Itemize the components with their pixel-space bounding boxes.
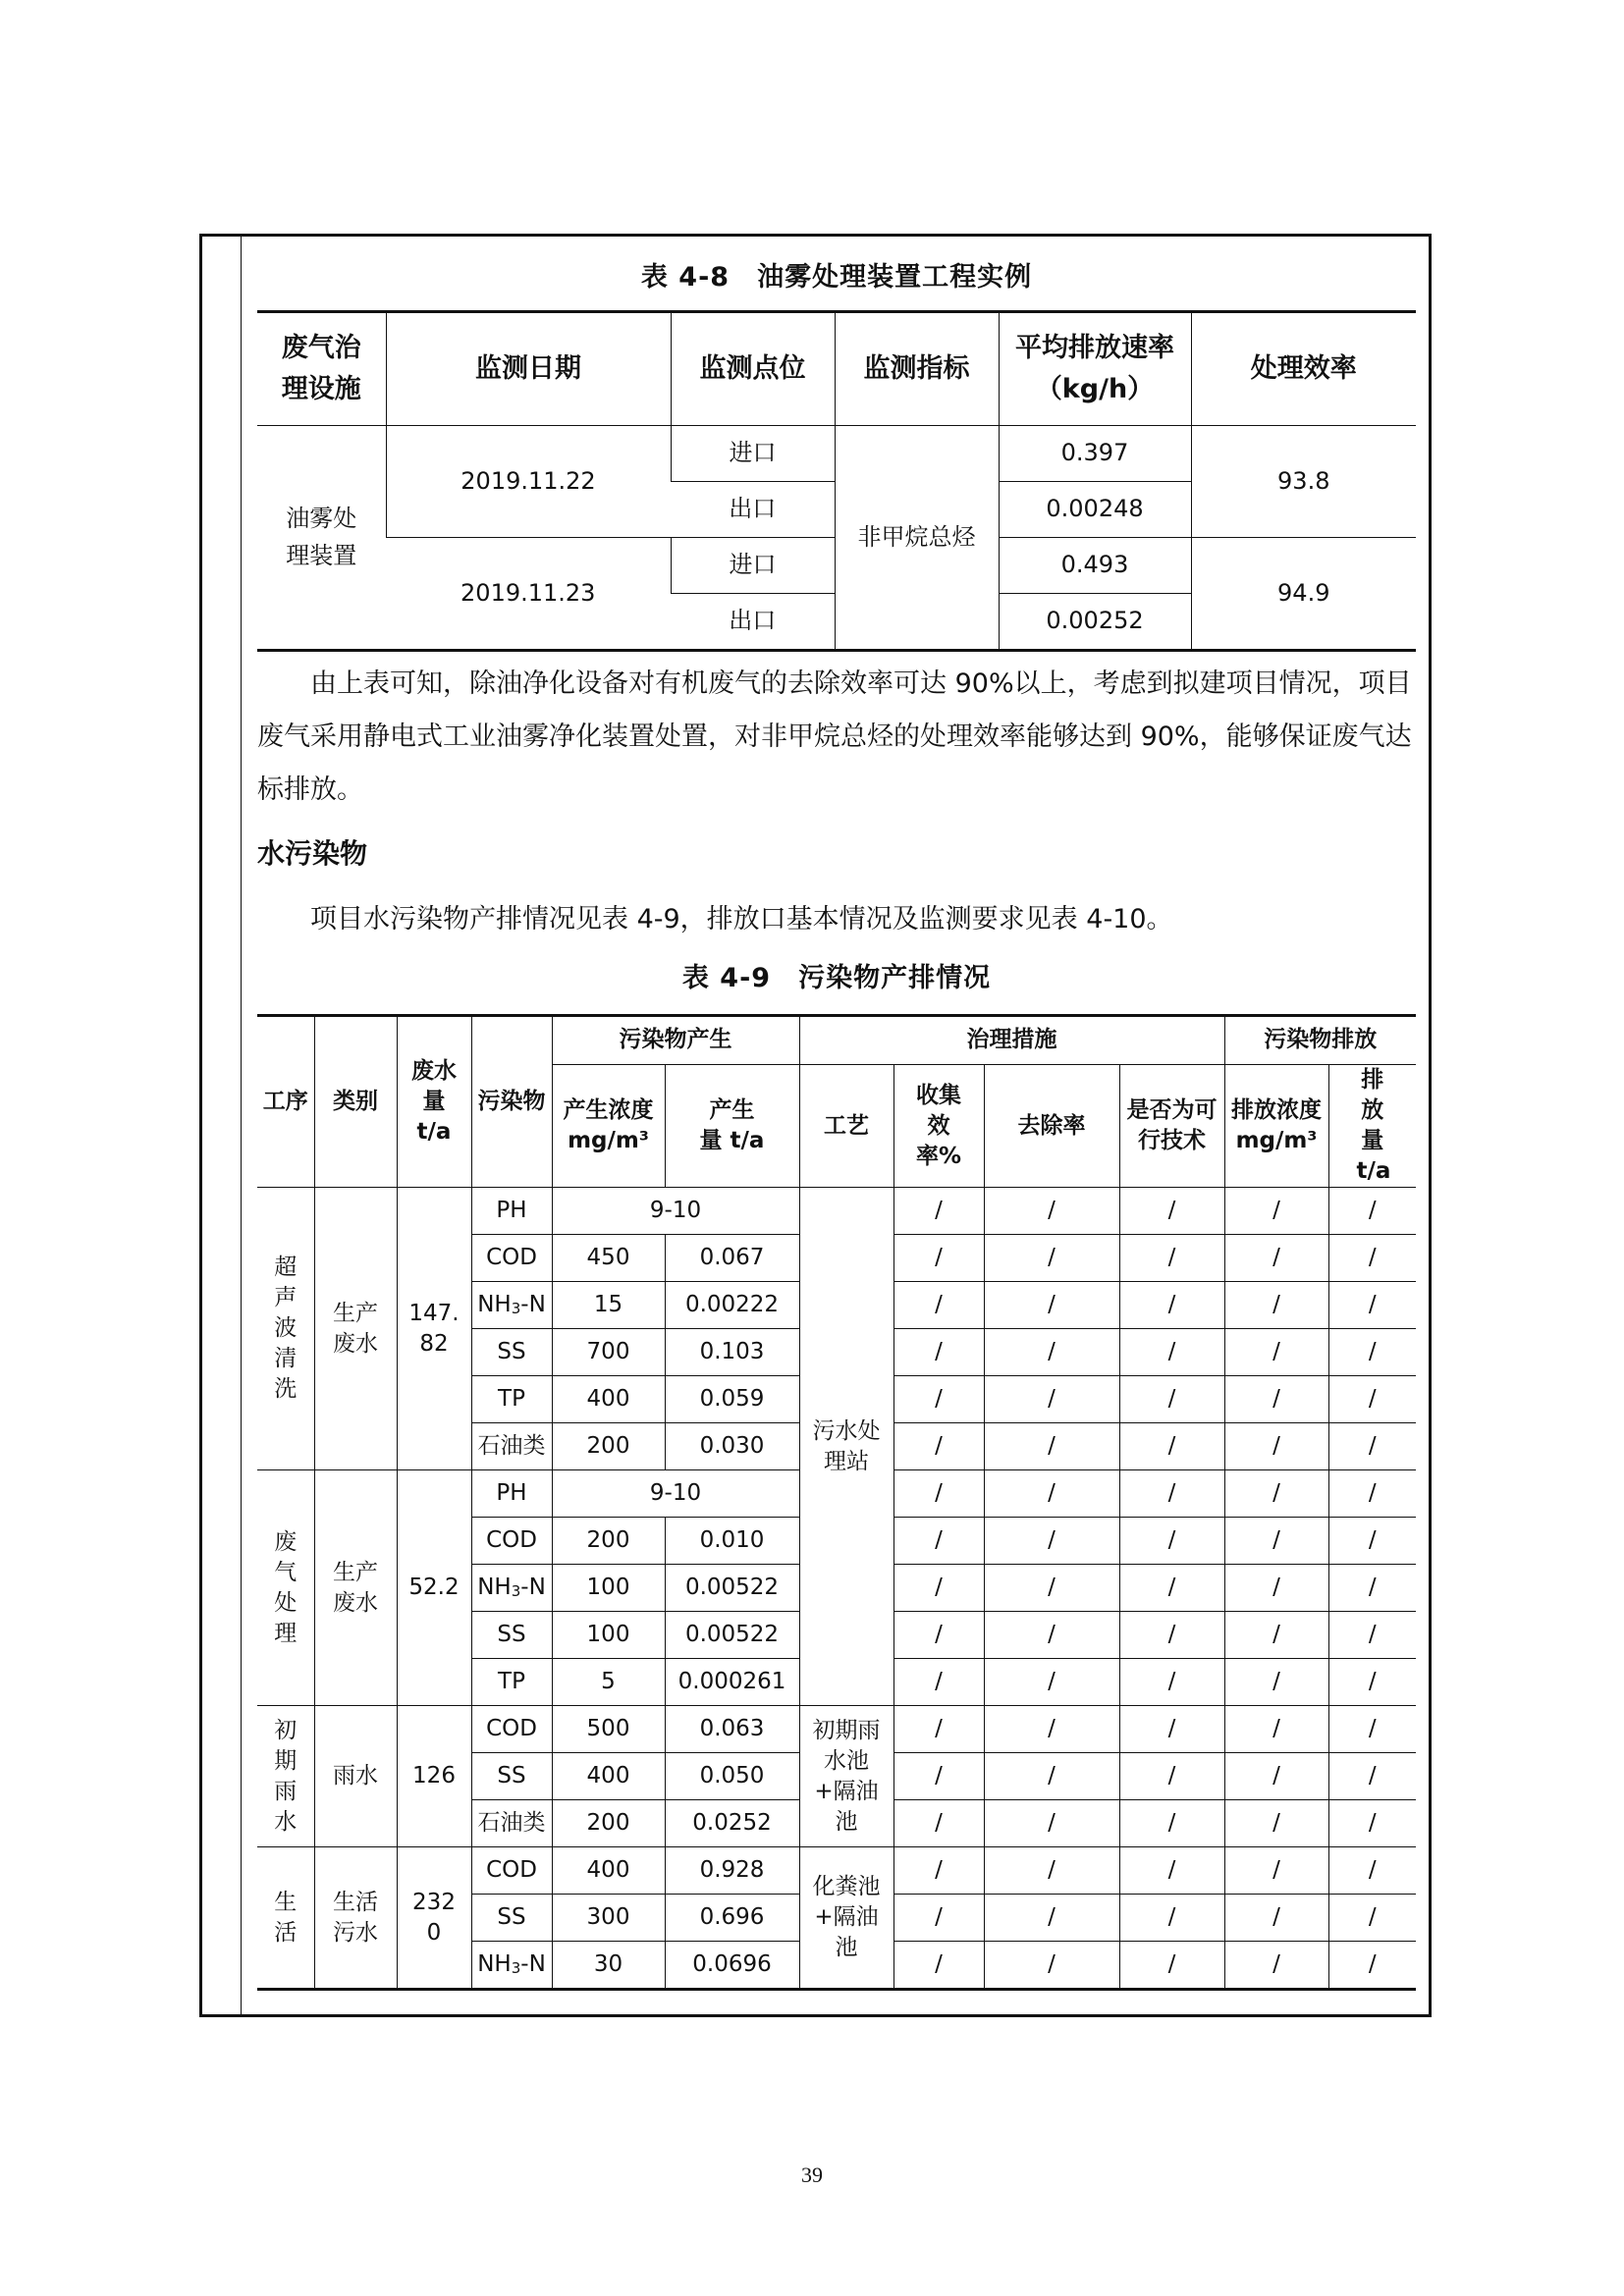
t2-slash-cell: /: [1328, 1282, 1416, 1329]
t2-gen-amt: 0.0252: [665, 1800, 799, 1847]
t2-gen-amt: 0.00522: [665, 1612, 799, 1659]
t2-header-generation: 污染物产生: [552, 1016, 799, 1065]
t2-pollutant: PH: [471, 1188, 552, 1235]
t2-water: 126: [397, 1706, 471, 1847]
table2: [257, 1014, 1416, 1991]
t2-slash-cell: /: [1328, 1376, 1416, 1423]
t2-slash-cell: /: [893, 1942, 984, 1990]
t2-gen-conc: 400: [552, 1753, 665, 1800]
t2-gen-amt: 0.059: [665, 1376, 799, 1423]
t2-pollutant: TP: [471, 1376, 552, 1423]
t2-gen-value: 9-10: [552, 1470, 799, 1518]
t2-slash-cell: /: [984, 1706, 1119, 1753]
t2-slash-cell: /: [1224, 1753, 1328, 1800]
t2-pollutant: 石油类: [471, 1800, 552, 1847]
t2-gen-conc: 200: [552, 1518, 665, 1565]
table-row: [257, 1847, 1416, 1895]
t2-slash-cell: /: [984, 1282, 1119, 1329]
t2-pollutant: $NH_3-N$: [471, 1565, 552, 1612]
t2-header-feasible: 是否为可行技术: [1119, 1065, 1224, 1188]
t2-slash-cell: /: [1119, 1942, 1224, 1990]
t2-header-gen-conc: 产生浓度 mg/m³: [552, 1065, 665, 1188]
t2-slash-cell: /: [1119, 1706, 1224, 1753]
t2-slash-cell: /: [1328, 1329, 1416, 1376]
t2-pollutant: COD: [471, 1235, 552, 1282]
t2-slash-cell: /: [1119, 1235, 1224, 1282]
t2-header-collect: 收集效率%: [893, 1065, 984, 1188]
t2-gen-amt: 0.010: [665, 1518, 799, 1565]
t2-gen-conc: 500: [552, 1706, 665, 1753]
t2-gen-amt: 0.050: [665, 1753, 799, 1800]
t2-slash-cell: /: [1224, 1800, 1328, 1847]
t2-slash-cell: /: [984, 1470, 1119, 1518]
t2-slash-cell: /: [984, 1612, 1119, 1659]
t2-slash-cell: /: [893, 1423, 984, 1470]
t2-slash-cell: /: [893, 1565, 984, 1612]
t2-category: 生活污水: [314, 1847, 397, 1990]
paragraph-efficiency: 由上表可知，除油净化设备对有机废气的去除效率可达 90%以上，考虑到拟建项目情况，项目废气采用静电式工业油雾净化装置处置，对非甲烷总烃的处理效率能够达到 90%，能够保证废气达标排放。: [257, 668, 1412, 805]
t2-slash-cell: /: [1328, 1800, 1416, 1847]
t2-pollutant: 石油类: [471, 1423, 552, 1470]
t1-rate: 0.493: [999, 538, 1191, 594]
t2-process: 超声波清洗: [257, 1188, 314, 1470]
t2-slash-cell: /: [1328, 1659, 1416, 1706]
t2-slash-cell: /: [1119, 1423, 1224, 1470]
t2-category: 雨水: [314, 1706, 397, 1847]
t1-header-indicator: 监测指标: [835, 312, 999, 426]
t2-slash-cell: /: [1328, 1470, 1416, 1518]
t2-pollutant: COD: [471, 1518, 552, 1565]
t2-gen-amt: 0.030: [665, 1423, 799, 1470]
t2-slash-cell: /: [893, 1706, 984, 1753]
t2-header-removal: 去除率: [984, 1065, 1119, 1188]
t2-slash-cell: /: [1224, 1235, 1328, 1282]
t2-slash-cell: /: [1224, 1470, 1328, 1518]
t2-slash-cell: /: [1328, 1235, 1416, 1282]
t2-slash-cell: /: [984, 1423, 1119, 1470]
t2-slash-cell: /: [1119, 1470, 1224, 1518]
t2-water: 2320: [397, 1847, 471, 1990]
t2-slash-cell: /: [984, 1659, 1119, 1706]
table1: [257, 310, 1416, 652]
t2-gen-conc: 100: [552, 1612, 665, 1659]
t2-slash-cell: /: [984, 1753, 1119, 1800]
t2-craft: 化粪池+隔油池: [799, 1847, 893, 1990]
table-row: [257, 1188, 1416, 1235]
t1-point: 出口: [671, 594, 835, 651]
t2-slash-cell: /: [1119, 1800, 1224, 1847]
t2-slash-cell: /: [1119, 1188, 1224, 1235]
t2-header-discharge: 污染物排放: [1224, 1016, 1416, 1065]
t2-slash-cell: /: [1119, 1282, 1224, 1329]
t1-facility: 油雾处理装置: [257, 426, 386, 651]
t2-slash-cell: /: [1224, 1282, 1328, 1329]
t2-slash-cell: /: [1328, 1895, 1416, 1942]
t2-gen-amt: 0.103: [665, 1329, 799, 1376]
t1-rate: 0.00252: [999, 594, 1191, 651]
t2-slash-cell: /: [1224, 1376, 1328, 1423]
t2-gen-amt: 0.0696: [665, 1942, 799, 1990]
t2-slash-cell: /: [1119, 1329, 1224, 1376]
t2-slash-cell: /: [1224, 1847, 1328, 1895]
t2-category: 生产废水: [314, 1188, 397, 1470]
t2-slash-cell: /: [1119, 1753, 1224, 1800]
table1-title: 表 4-8 油雾处理装置工程实例: [640, 262, 1033, 293]
t2-slash-cell: /: [1119, 1659, 1224, 1706]
t2-gen-amt: 0.928: [665, 1847, 799, 1895]
t2-water: 52.2: [397, 1470, 471, 1706]
frame-margin-line: [241, 234, 242, 2017]
t2-water: 147.82: [397, 1188, 471, 1470]
t1-header-facility: 废气治理设施: [257, 312, 386, 426]
t2-gen-conc: 300: [552, 1895, 665, 1942]
t2-slash-cell: /: [984, 1800, 1119, 1847]
t2-slash-cell: /: [1328, 1847, 1416, 1895]
t1-header-efficiency: 处理效率: [1191, 312, 1416, 426]
t2-process: 废气处理: [257, 1470, 314, 1706]
t2-slash-cell: /: [893, 1282, 984, 1329]
page-number: 39: [801, 2163, 823, 2187]
t2-slash-cell: /: [1224, 1188, 1328, 1235]
t2-gen-conc: 30: [552, 1942, 665, 1990]
t2-pollutant: PH: [471, 1470, 552, 1518]
t2-slash-cell: /: [1328, 1188, 1416, 1235]
t1-date: 2019.11.22: [386, 426, 671, 538]
t2-slash-cell: /: [893, 1612, 984, 1659]
t2-gen-amt: 0.00222: [665, 1282, 799, 1329]
t2-gen-amt: 0.00522: [665, 1565, 799, 1612]
t2-pollutant: SS: [471, 1329, 552, 1376]
t2-header-gen-amt: 产生量 t/a: [665, 1065, 799, 1188]
t2-slash-cell: /: [984, 1518, 1119, 1565]
t2-slash-cell: /: [1224, 1518, 1328, 1565]
t2-slash-cell: /: [984, 1376, 1119, 1423]
t1-date: 2019.11.23: [386, 538, 671, 651]
t2-slash-cell: /: [1328, 1565, 1416, 1612]
t2-process: 生活: [257, 1847, 314, 1990]
section-heading-water: 水污染物: [257, 837, 368, 870]
t2-gen-conc: 100: [552, 1565, 665, 1612]
t1-rate: 0.397: [999, 426, 1191, 482]
t2-pollutant: COD: [471, 1847, 552, 1895]
t2-gen-conc: 200: [552, 1800, 665, 1847]
t2-slash-cell: /: [893, 1753, 984, 1800]
t2-pollutant: SS: [471, 1753, 552, 1800]
t2-slash-cell: /: [893, 1235, 984, 1282]
t2-slash-cell: /: [893, 1329, 984, 1376]
t1-header-rate: 平均排放速率（kg/h）: [999, 312, 1191, 426]
t2-slash-cell: /: [984, 1235, 1119, 1282]
t2-gen-amt: 0.067: [665, 1235, 799, 1282]
t2-slash-cell: /: [1224, 1612, 1328, 1659]
t2-category: 生产废水: [314, 1470, 397, 1706]
t2-slash-cell: /: [1224, 1423, 1328, 1470]
t2-slash-cell: /: [1328, 1942, 1416, 1990]
t2-slash-cell: /: [893, 1895, 984, 1942]
t1-efficiency: 93.8: [1191, 426, 1416, 538]
t2-slash-cell: /: [893, 1800, 984, 1847]
t2-slash-cell: /: [1119, 1376, 1224, 1423]
t1-point: 进口: [671, 426, 835, 482]
t2-gen-conc: 700: [552, 1329, 665, 1376]
t2-pollutant: SS: [471, 1612, 552, 1659]
t2-slash-cell: /: [984, 1895, 1119, 1942]
t2-slash-cell: /: [1224, 1895, 1328, 1942]
t2-slash-cell: /: [984, 1329, 1119, 1376]
t2-process: 初期雨水: [257, 1706, 314, 1847]
t2-gen-value: 9-10: [552, 1188, 799, 1235]
t2-gen-conc: 15: [552, 1282, 665, 1329]
t2-craft: 初期雨水池+隔油池: [799, 1706, 893, 1847]
t2-slash-cell: /: [984, 1847, 1119, 1895]
t2-header-dis-conc: 排放浓度 mg/m³: [1224, 1065, 1328, 1188]
t2-slash-cell: /: [893, 1518, 984, 1565]
t2-slash-cell: /: [984, 1188, 1119, 1235]
t2-slash-cell: /: [1328, 1518, 1416, 1565]
t2-gen-conc: 5: [552, 1659, 665, 1706]
t2-slash-cell: /: [1328, 1612, 1416, 1659]
t2-body: [257, 1188, 1416, 1990]
t2-header-process: 工序: [257, 1016, 314, 1188]
t2-slash-cell: /: [1328, 1753, 1416, 1800]
t2-slash-cell: /: [1119, 1612, 1224, 1659]
t2-slash-cell: /: [1224, 1942, 1328, 1990]
t2-slash-cell: /: [1119, 1518, 1224, 1565]
t2-slash-cell: /: [893, 1188, 984, 1235]
t2-gen-conc: 400: [552, 1376, 665, 1423]
t2-pollutant: SS: [471, 1895, 552, 1942]
t2-pollutant: COD: [471, 1706, 552, 1753]
t1-indicator: 非甲烷总烃: [835, 426, 999, 651]
t2-slash-cell: /: [1224, 1329, 1328, 1376]
t2-gen-conc: 200: [552, 1423, 665, 1470]
t2-slash-cell: /: [1119, 1565, 1224, 1612]
t2-header-dis-amt: 排放量 t/a: [1328, 1065, 1416, 1188]
t1-header-point: 监测点位: [671, 312, 835, 426]
t1-header-date: 监测日期: [386, 312, 671, 426]
t1-point: 出口: [671, 482, 835, 538]
t2-gen-conc: 400: [552, 1847, 665, 1895]
t1-point: 进口: [671, 538, 835, 594]
t2-slash-cell: /: [1328, 1706, 1416, 1753]
t1-rate: 0.00248: [999, 482, 1191, 538]
t2-gen-amt: 0.063: [665, 1706, 799, 1753]
t2-gen-amt: 0.000261: [665, 1659, 799, 1706]
t2-slash-cell: /: [1224, 1659, 1328, 1706]
t2-slash-cell: /: [893, 1376, 984, 1423]
t2-slash-cell: /: [984, 1565, 1119, 1612]
t2-slash-cell: /: [984, 1942, 1119, 1990]
t2-pollutant: TP: [471, 1659, 552, 1706]
t2-slash-cell: /: [1224, 1706, 1328, 1753]
t2-pollutant: $NH_3-N$: [471, 1942, 552, 1990]
t2-craft: 污水处理站: [799, 1188, 893, 1706]
t2-slash-cell: /: [1328, 1423, 1416, 1470]
t2-header-pollutant: 污染物: [471, 1016, 552, 1188]
t2-slash-cell: /: [1119, 1895, 1224, 1942]
t2-gen-conc: 450: [552, 1235, 665, 1282]
t2-slash-cell: /: [893, 1659, 984, 1706]
t2-header-water: 废水量 t/a: [397, 1016, 471, 1188]
t2-header-craft: 工艺: [799, 1065, 893, 1188]
t2-header-category: 类别: [314, 1016, 397, 1188]
t2-slash-cell: /: [1224, 1565, 1328, 1612]
table2-title: 表 4-9 污染物产排情况: [681, 963, 992, 993]
t2-slash-cell: /: [893, 1847, 984, 1895]
t2-header-measures: 治理措施: [799, 1016, 1224, 1065]
t2-slash-cell: /: [1119, 1847, 1224, 1895]
t2-gen-amt: 0.696: [665, 1895, 799, 1942]
t2-slash-cell: /: [893, 1470, 984, 1518]
t2-pollutant: $NH_3-N$: [471, 1282, 552, 1329]
table-row: [257, 1706, 1416, 1753]
paragraph-water-intro: 项目水污染物产排情况见表 4-9，排放口基本情况及监测要求见表 4-10。: [310, 904, 1173, 934]
t1-efficiency: 94.9: [1191, 538, 1416, 651]
